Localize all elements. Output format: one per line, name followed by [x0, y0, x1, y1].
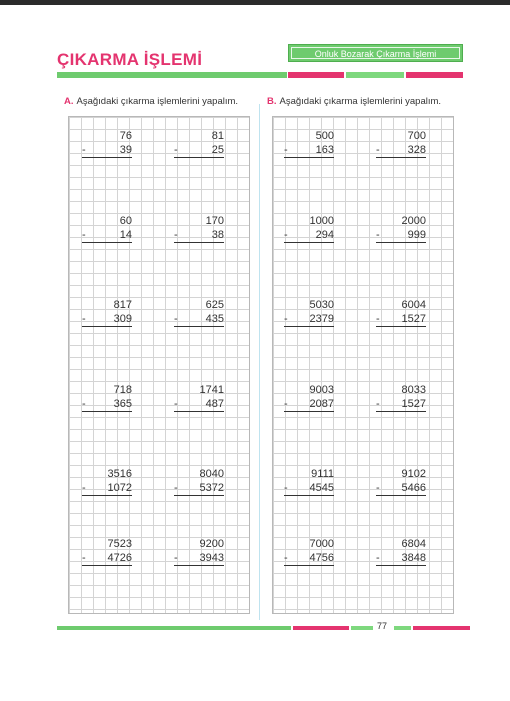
subtrahend: 2379 [309, 313, 334, 325]
minuend: 2000 [401, 215, 426, 227]
subtraction-problem [82, 214, 132, 243]
minus-sign: - [174, 229, 178, 241]
minuend: 700 [407, 130, 426, 142]
subtrahend: 4756 [309, 552, 334, 564]
minus-sign: - [174, 552, 178, 564]
subtrahend-row [174, 228, 224, 243]
subtrahend-row [376, 397, 426, 412]
subtrahend: 328 [407, 144, 426, 156]
minus-sign: - [82, 398, 86, 410]
minuend: 60 [119, 215, 132, 227]
section-b-letter: B. [267, 96, 277, 107]
section-b-label [267, 96, 441, 107]
minuend: 7523 [107, 538, 132, 550]
subtraction-problem [82, 129, 132, 158]
footer-rule-lightgreen [351, 626, 373, 630]
minus-sign: - [82, 229, 86, 241]
minus-sign: - [376, 313, 380, 325]
subtraction-problem [174, 214, 224, 243]
minuend: 1741 [199, 384, 224, 396]
subtrahend-row [82, 228, 132, 243]
minuend: 6804 [401, 538, 426, 550]
minus-sign: - [284, 482, 288, 494]
minuend: 817 [113, 299, 132, 311]
subtraction-problem [376, 214, 426, 243]
minuend: 7000 [309, 538, 334, 550]
subtrahend-row [376, 551, 426, 566]
subtrahend: 5372 [199, 482, 224, 494]
minuend: 9200 [199, 538, 224, 550]
subtrahend-row [284, 143, 334, 158]
subtrahend: 4726 [107, 552, 132, 564]
subtraction-problem [174, 298, 224, 327]
minuend: 9102 [401, 468, 426, 480]
minuend: 625 [205, 299, 224, 311]
minus-sign: - [284, 313, 288, 325]
subtrahend-row [376, 143, 426, 158]
subtrahend-row [174, 481, 224, 496]
minuend: 76 [119, 130, 132, 142]
minuend: 718 [113, 384, 132, 396]
subtrahend-row [284, 481, 334, 496]
subtrahend-row [82, 312, 132, 327]
minus-sign: - [82, 144, 86, 156]
title-rule-pink [288, 72, 344, 78]
subtrahend: 1072 [107, 482, 132, 494]
subtraction-problem [284, 214, 334, 243]
subtrahend: 14 [119, 229, 132, 241]
subtrahend: 309 [113, 313, 132, 325]
minus-sign: - [82, 552, 86, 564]
subtrahend-row [174, 143, 224, 158]
subtraction-problem [376, 129, 426, 158]
subtraction-problem [284, 467, 334, 496]
header-badge: Onluk Bozarak Çıkarma İşlemi [288, 44, 463, 62]
subtraction-problem [82, 383, 132, 412]
minus-sign: - [284, 398, 288, 410]
minus-sign: - [174, 482, 178, 494]
minus-sign: - [82, 313, 86, 325]
minuend: 5030 [309, 299, 334, 311]
subtrahend: 39 [119, 144, 132, 156]
title-rule-green [57, 72, 287, 78]
footer-rule-pink [293, 626, 349, 630]
minus-sign: - [376, 552, 380, 564]
minus-sign: - [174, 144, 178, 156]
footer-rule-lightgreen-2 [394, 626, 411, 630]
minus-sign: - [174, 313, 178, 325]
column-divider [259, 104, 260, 620]
subtraction-problem [82, 467, 132, 496]
minus-sign: - [376, 229, 380, 241]
section-a-label [64, 96, 238, 107]
minus-sign: - [376, 144, 380, 156]
subtrahend-row [174, 551, 224, 566]
subtrahend: 3943 [199, 552, 224, 564]
minus-sign: - [174, 398, 178, 410]
minuend: 9111 [311, 468, 334, 480]
subtrahend-row [376, 312, 426, 327]
subtrahend-row [284, 397, 334, 412]
subtrahend-row [82, 481, 132, 496]
footer-rule-green [57, 626, 291, 630]
minuend: 8040 [199, 468, 224, 480]
subtraction-problem [174, 467, 224, 496]
section-b-instruction: Aşağıdaki çıkarma işlemlerini yapalım. [279, 96, 442, 107]
subtraction-problem [174, 383, 224, 412]
page-title: ÇIKARMA İŞLEMİ [57, 50, 203, 69]
subtrahend: 2087 [309, 398, 334, 410]
subtraction-problem [174, 129, 224, 158]
minuend: 8033 [401, 384, 426, 396]
subtrahend-row [82, 397, 132, 412]
minus-sign: - [284, 144, 288, 156]
title-rule-pink-2 [406, 72, 463, 78]
subtrahend-row [376, 481, 426, 496]
subtrahend-row [284, 312, 334, 327]
subtraction-problem [376, 298, 426, 327]
subtraction-problem [284, 383, 334, 412]
subtrahend-row [82, 551, 132, 566]
minuend: 500 [315, 130, 334, 142]
subtrahend: 1527 [401, 398, 426, 410]
minus-sign: - [284, 552, 288, 564]
subtrahend-row [82, 143, 132, 158]
subtraction-problem [174, 537, 224, 566]
subtrahend: 1527 [401, 313, 426, 325]
subtrahend-row [284, 551, 334, 566]
subtrahend: 163 [315, 144, 334, 156]
subtrahend: 294 [315, 229, 334, 241]
subtraction-problem [82, 537, 132, 566]
subtrahend: 3848 [401, 552, 426, 564]
minuend: 6004 [401, 299, 426, 311]
subtrahend: 4545 [309, 482, 334, 494]
subtrahend: 999 [407, 229, 426, 241]
subtrahend-row [376, 228, 426, 243]
subtraction-problem [284, 537, 334, 566]
minuend: 1000 [309, 215, 334, 227]
subtrahend: 435 [205, 313, 224, 325]
minuend: 81 [211, 130, 224, 142]
subtrahend: 5466 [401, 482, 426, 494]
subtraction-problem [376, 537, 426, 566]
subtrahend: 38 [211, 229, 224, 241]
subtrahend: 487 [205, 398, 224, 410]
subtrahend-row [174, 312, 224, 327]
section-a-letter: A. [64, 96, 74, 107]
minus-sign: - [376, 398, 380, 410]
subtrahend-row [174, 397, 224, 412]
subtrahend: 25 [211, 144, 224, 156]
minuend: 9003 [309, 384, 334, 396]
subtraction-problem [284, 298, 334, 327]
footer-rule-pink-2 [413, 626, 470, 630]
minus-sign: - [82, 482, 86, 494]
subtrahend-row [284, 228, 334, 243]
minuend: 3516 [107, 468, 132, 480]
top-band [0, 0, 510, 5]
page-number: 77 [374, 621, 390, 631]
title-rule-lightgreen [346, 72, 404, 78]
minuend: 170 [205, 215, 224, 227]
subtrahend: 365 [113, 398, 132, 410]
minus-sign: - [284, 229, 288, 241]
section-a-instruction: Aşağıdaki çıkarma işlemlerini yapalım. [76, 96, 239, 107]
minus-sign: - [376, 482, 380, 494]
subtraction-problem [284, 129, 334, 158]
subtraction-problem [376, 467, 426, 496]
subtraction-problem [82, 298, 132, 327]
subtraction-problem [376, 383, 426, 412]
